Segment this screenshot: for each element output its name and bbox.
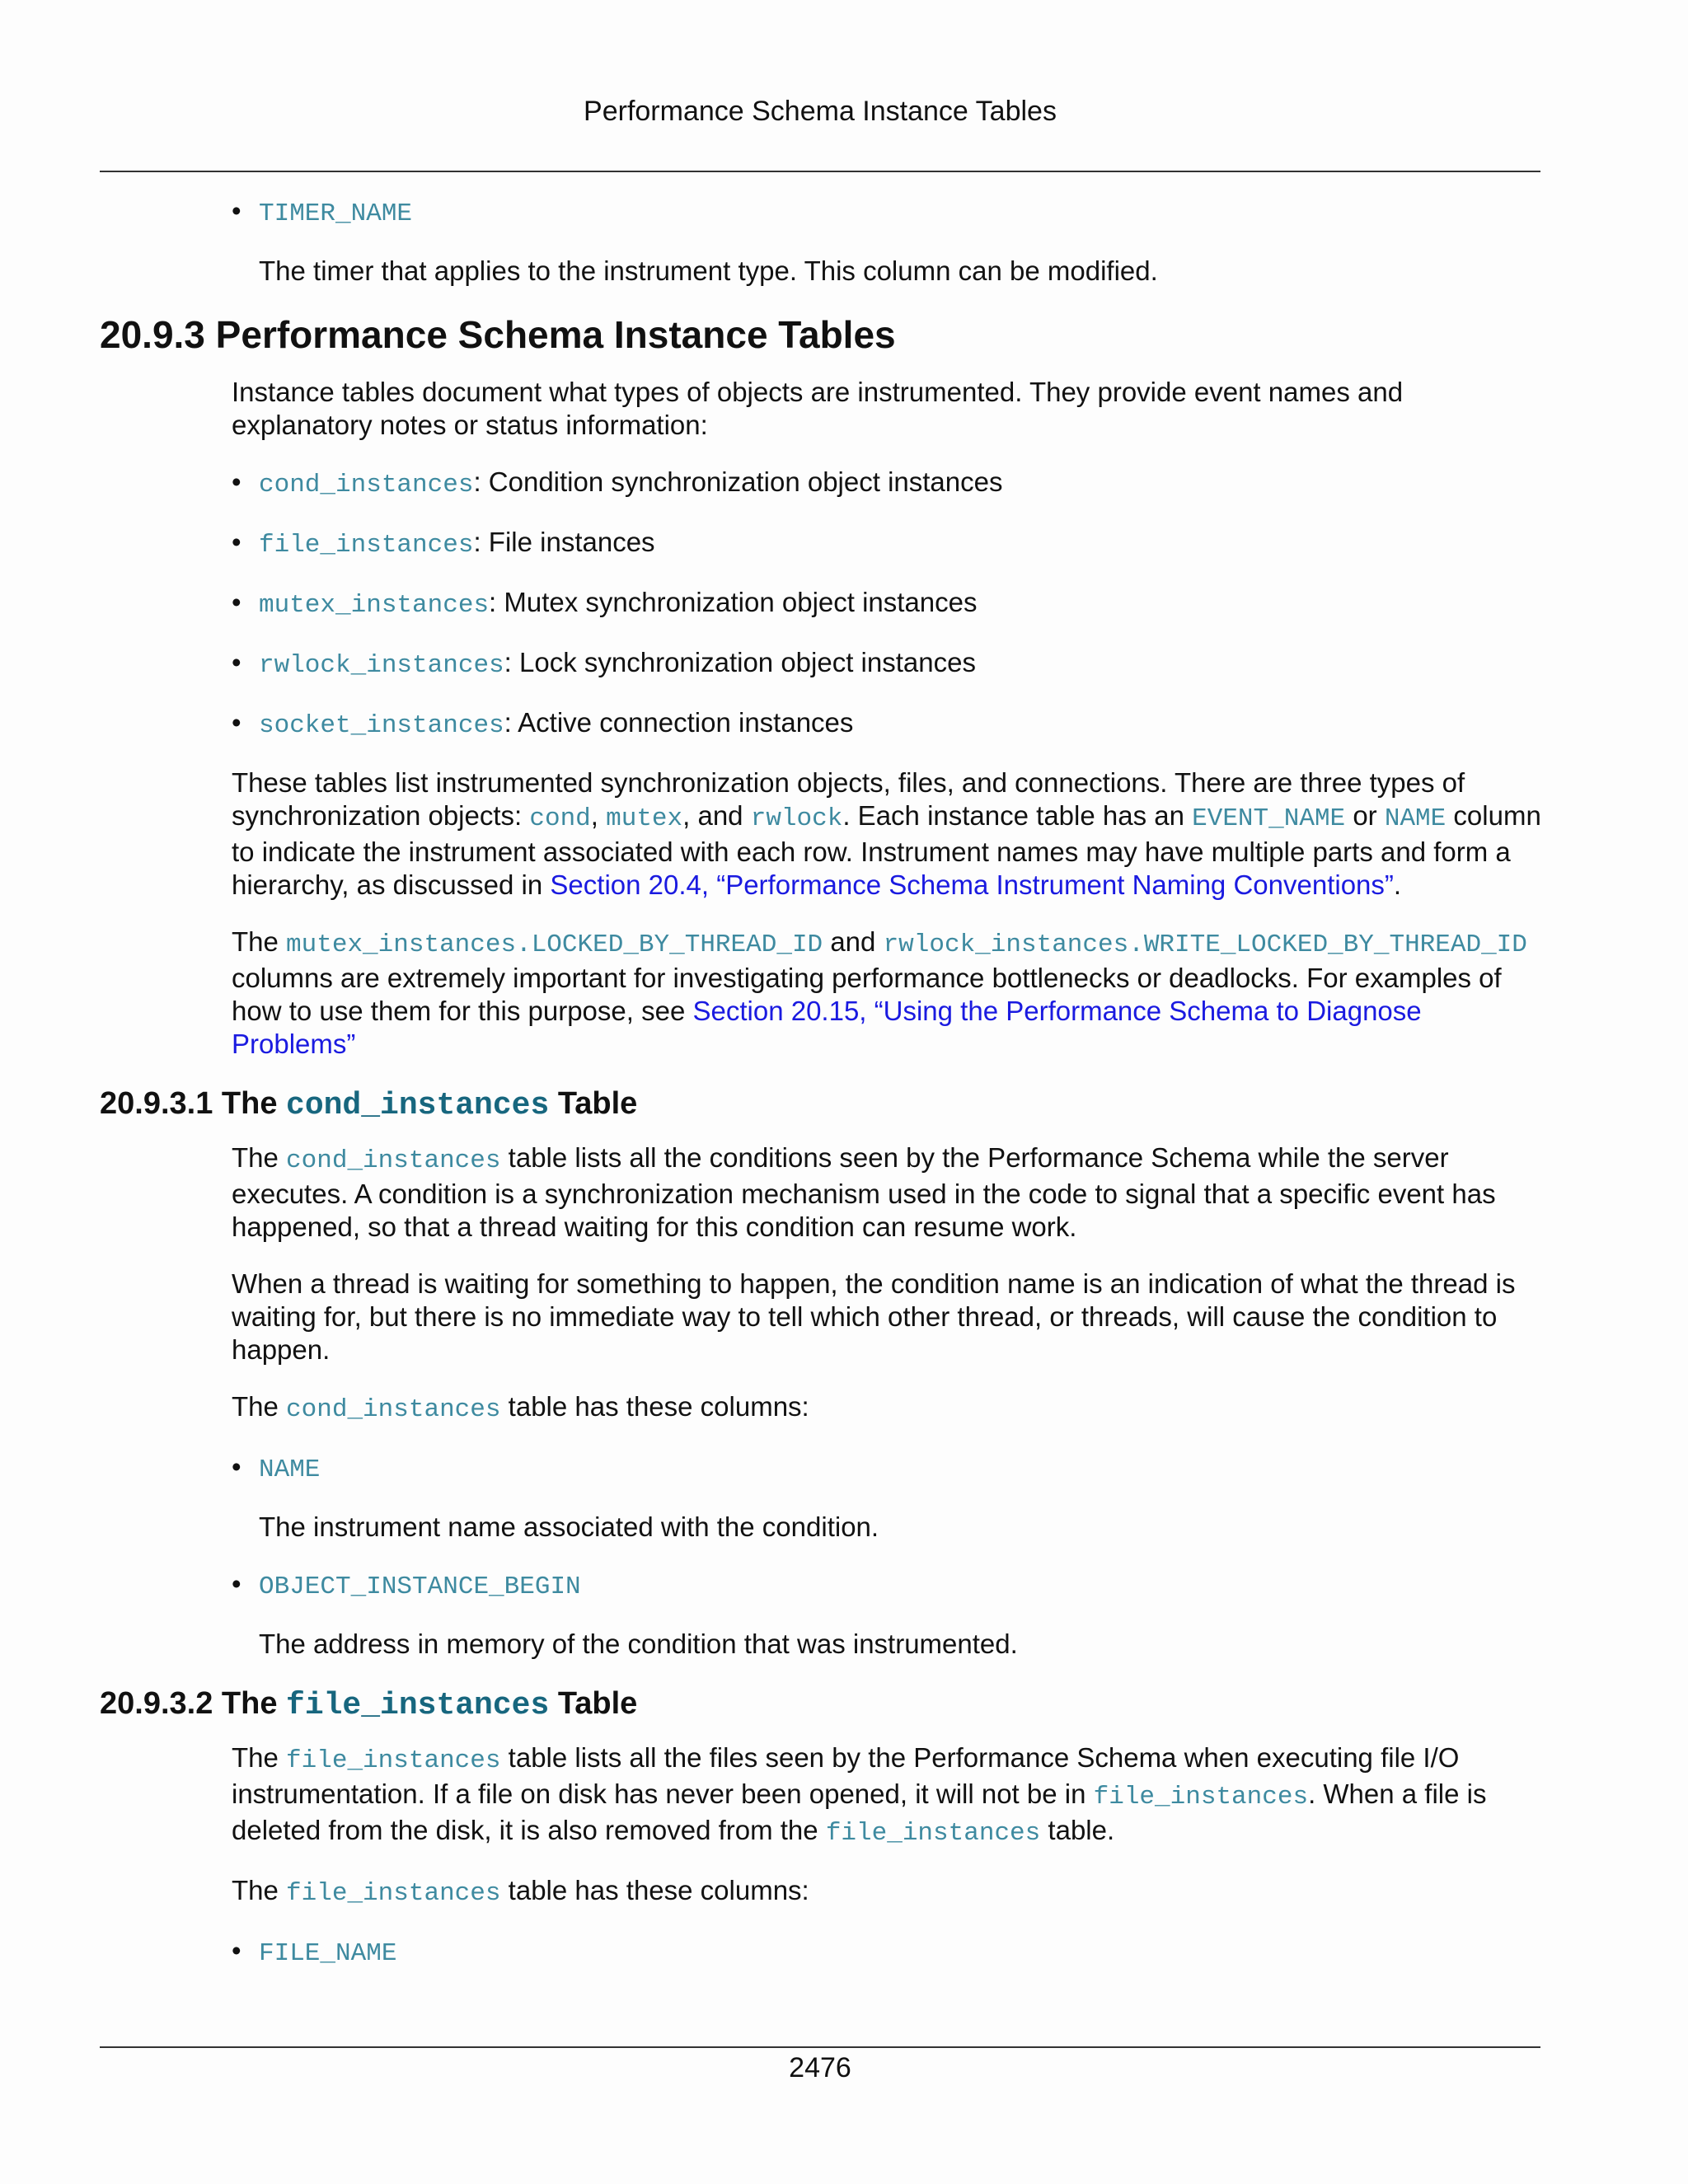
list-item — [232, 586, 1544, 622]
inline-code: file_instances — [825, 1819, 1041, 1848]
cond-paragraph-2: When a thread is waiting for something to happen, the condition name is an indication of what the thread is waiting for, but there is no immediate way to tell which other thread, or threads, will cause the condition to happen. — [232, 1268, 1516, 1365]
text: The — [232, 1875, 287, 1905]
bullet: • — [232, 587, 241, 617]
bullet: • — [232, 647, 241, 677]
column-name: TIMER_NAME — [259, 199, 413, 228]
inline-code: mutex_instances.LOCKED_BY_THREAD_ID — [286, 930, 823, 959]
bullet: • — [232, 1568, 241, 1599]
text: The — [232, 1142, 287, 1173]
text: . Each instance table has an — [842, 800, 1193, 831]
file-paragraph-2 — [232, 1874, 1544, 1910]
list-item — [232, 1934, 1544, 1971]
bullet: • — [232, 195, 241, 226]
table-name: cond_instances — [259, 471, 474, 499]
column-description: The address in memory of the condition that was instrumented. — [259, 1629, 1018, 1659]
list-item — [232, 646, 1544, 682]
heading-text: 20.9.3.1 The — [100, 1086, 287, 1121]
inline-code: mutex — [606, 804, 683, 833]
text: , — [590, 800, 607, 831]
text: table lists all the conditions seen by the Performance Schema while the server executes. A condition is a synchronization mechanism used in the code to signal that a specific event has happened, so that a thread waiting for this condition can resume work. — [232, 1142, 1496, 1242]
page-header-title: Performance Schema Instance Tables — [584, 96, 1057, 127]
text: columns are extremely important for investigating performance bottlenecks or deadlocks. For examples of how to use them for this purpose, see — [232, 963, 1502, 1026]
bullet: • — [232, 466, 241, 497]
file-column-list — [232, 1934, 1544, 1971]
inline-code: file_instances — [1093, 1783, 1309, 1811]
file-body — [232, 1741, 1544, 1971]
text: table lists all the files seen by the Performance Schema when executing file I/O instrumentation. If a file on disk has never been opened, it will not be in — [232, 1742, 1460, 1809]
inline-code: EVENT_NAME — [1192, 804, 1346, 833]
section-heading: 20.9.3 Performance Schema Instance Tables — [100, 313, 896, 356]
inline-code: NAME — [1384, 804, 1447, 833]
instance-table-list — [232, 466, 1544, 743]
column-description: The timer that applies to the instrument type. This column can be modified. — [259, 255, 1158, 286]
heading-code: file_instances — [286, 1688, 550, 1723]
page-number: 2476 — [789, 2052, 851, 2083]
inline-code: cond — [529, 804, 591, 833]
column-name: NAME — [259, 1455, 321, 1484]
text: table has these columns: — [500, 1391, 809, 1422]
inline-code: file_instances — [286, 1746, 501, 1775]
section-body — [232, 376, 1544, 1061]
file-paragraph-1 — [232, 1741, 1544, 1850]
list-item — [232, 526, 1544, 562]
paragraph-sync-objects — [232, 766, 1544, 902]
heading-text: 20.9.3.2 The — [100, 1686, 287, 1721]
top-list — [232, 194, 1544, 231]
list-item — [232, 194, 1544, 231]
table-name: rwlock_instances — [259, 651, 504, 680]
inline-code: rwlock — [750, 804, 843, 833]
column-description: The instrument name associated with the condition. — [259, 1511, 879, 1542]
text: and — [823, 926, 884, 957]
subsection-heading-cond — [100, 1085, 1544, 1125]
top-continuation — [232, 194, 1544, 288]
bullet: • — [232, 527, 241, 557]
list-item-text: : Lock synchronization object instances — [504, 647, 976, 677]
inline-code: cond_instances — [286, 1395, 501, 1424]
text: table. — [1040, 1815, 1115, 1845]
text: or — [1345, 800, 1385, 831]
bullet: • — [232, 707, 241, 738]
section-link-naming-conventions[interactable]: Section 20.4, “Performance Schema Instrument Naming Conventions” — [550, 869, 1394, 900]
heading-text: Table — [549, 1086, 638, 1121]
list-item-text: : Mutex synchronization object instances — [489, 587, 978, 617]
header-rule — [100, 171, 1540, 172]
text: The — [232, 1742, 287, 1773]
cond-paragraph-3 — [232, 1390, 1544, 1427]
inline-code: cond_instances — [286, 1146, 501, 1175]
text: . — [1393, 869, 1402, 900]
column-name: OBJECT_INSTANCE_BEGIN — [259, 1572, 581, 1601]
list-item-text: : Condition synchronization object instances — [473, 466, 1003, 497]
inline-code: rwlock_instances.WRITE_LOCKED_BY_THREAD_ID — [883, 930, 1527, 959]
heading-code: cond_instances — [286, 1088, 550, 1123]
table-name: socket_instances — [259, 711, 504, 740]
cond-column-list — [232, 1451, 1544, 1487]
inline-code: file_instances — [286, 1879, 501, 1908]
section-intro: Instance tables document what types of objects are instrumented. They provide event names and explanatory notes or status information: — [232, 377, 1404, 440]
list-item — [232, 1568, 1544, 1604]
column-name: FILE_NAME — [259, 1939, 397, 1968]
text: , and — [682, 800, 751, 831]
text: column to indicate the instrument associated with each row. Instrument names may have multiple parts and form a hierarchy, as discussed in — [232, 800, 1541, 900]
bullet: • — [232, 1935, 241, 1966]
section-link-diagnose-problems[interactable]: Section 20.15, “Using the Performance Schema to Diagnose Problems” — [232, 996, 1422, 1059]
text: The — [232, 926, 287, 957]
text: These tables list instrumented synchronization objects, files, and connections. There are three types of synchronization objects: — [232, 767, 1465, 831]
document-body — [100, 194, 1544, 1994]
text: table has these columns: — [500, 1875, 809, 1905]
list-item — [232, 466, 1544, 502]
cond-column-list — [232, 1568, 1544, 1604]
list-item — [232, 1451, 1544, 1487]
paragraph-locked-by — [232, 926, 1544, 1061]
list-item-text: : File instances — [473, 527, 655, 557]
text: . When a file is deleted from the disk, it is also removed from the — [232, 1779, 1487, 1845]
table-name: mutex_instances — [259, 591, 490, 620]
bullet: • — [232, 1451, 241, 1482]
heading-text: Table — [549, 1686, 638, 1721]
list-item-text: : Active connection instances — [504, 707, 854, 738]
footer-rule — [100, 2046, 1540, 2048]
table-name: file_instances — [259, 531, 474, 560]
cond-paragraph-1 — [232, 1141, 1544, 1244]
text: The — [232, 1391, 287, 1422]
list-item — [232, 706, 1544, 743]
cond-body — [232, 1141, 1544, 1661]
subsection-heading-file — [100, 1685, 1544, 1725]
